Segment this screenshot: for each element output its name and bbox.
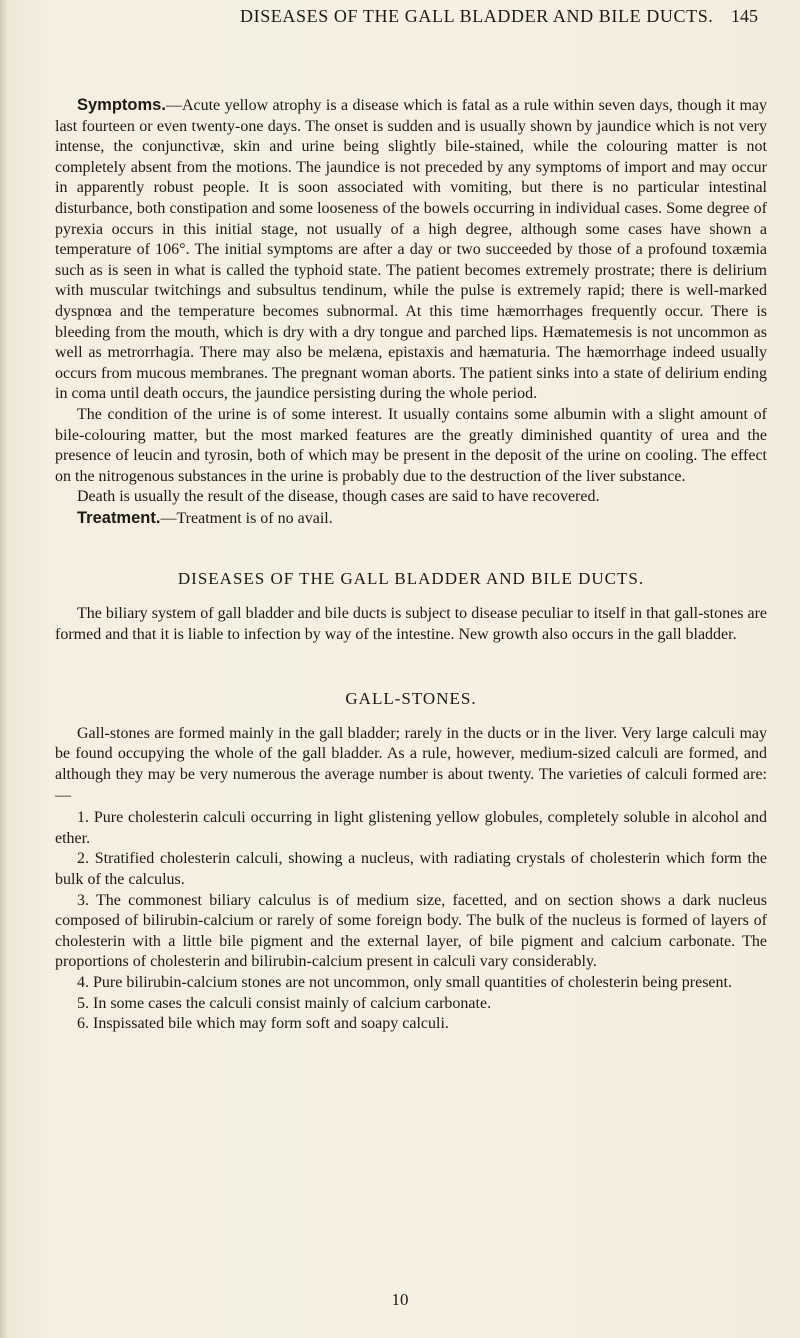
page-number: 145 xyxy=(731,6,758,26)
variety-item: 1. Pure cholesterin calculi occurring in light glistening yellow globules, completely soluble in alcohol and ether. xyxy=(55,809,767,847)
body-text xyxy=(55,95,767,1035)
symptoms-paragraph xyxy=(55,95,767,405)
treatment-text: —Treatment is of no avail. xyxy=(160,509,333,527)
gallstones-section-heading: GALL-STONES. xyxy=(345,689,477,709)
variety-item: 3. The commonest biliary calculus is of medium size, facetted, and on section shows a dark nucleus composed of bilirubin-calcium or rarely of some foreign body. The bulk of the nucleus is formed of layers of cholesterin with a little bile pigment and the external layer, of bile pigment and calcium carbonate. The proportions of cholesterin and bilirubin-calcium present in calculi vary considerably. xyxy=(55,891,767,971)
signature-mark: 10 xyxy=(391,1290,409,1309)
diseases-paragraph: The biliary system of gall bladder and bile ducts is subject to disease peculiar to itself in that gall-stones are formed and that it is liable to infection by way of the intestine. New growth also occurs in the gall bladder. xyxy=(55,605,767,643)
variety-item: 6. Inspissated bile which may form soft and soapy calculi. xyxy=(77,1015,449,1033)
running-title: DISEASES OF THE GALL BLADDER AND BILE DUCTS. xyxy=(240,6,714,26)
death-paragraph: Death is usually the result of the disease, though cases are said to have recovered. xyxy=(77,488,600,506)
symptoms-text: —Acute yellow atrophy is a disease which is fatal as a rule within seven days, though it may last fourteen or even twenty-one days. The onset is sudden and is usually shown by jaundice which is not very intense, the conjunctivæ, skin and urine being slightly bile-stained, while the colouring matter is not completely absent from the motions. The jaundice is not preceded by any symptoms of import and may occur in apparently robust people. It is soon associated with vomiting, but there is no particular intestinal disturbance, both constipation and some looseness of the bowels occurring in individual cases. Some degree of pyrexia occurs in this initial stage, not usually of a high degree, although some cases have shown a temperature of 106°. The initial symptoms are after a day or two succeeded by those of a profound toxæmia such as is seen in what is called the typhoid state. The patient becomes extremely prostrate; there is delirium with muscular twitchings and subsultus tendinum, while the pulse is extremely rapid; there is well-marked dyspnœa and the temperature becomes subnormal. At this time hæmorrhages frequently occur. There is bleeding from the mouth, which is dry with a dry tongue and parched lips. Hæmatemesis is not uncommon as well as metrorrhagia. There may also be melæna, epistaxis and hæmaturia. The hæmorrhage indeed usually occurs from mucous membranes. The pregnant woman aborts. The patient sinks into a state of delirium ending in coma until death occurs, the jaundice persisting during the whole period. xyxy=(55,97,767,403)
calculi-varieties-list xyxy=(55,808,767,1035)
page-edge-shadow xyxy=(0,0,8,1338)
treatment-heading: Treatment. xyxy=(77,508,161,527)
variety-item: 2. Stratified cholesterin calculi, showing a nucleus, with radiating crystals of cholesterin which form the bulk of the calculus. xyxy=(55,850,767,888)
symptoms-heading: Symptoms. xyxy=(77,96,166,114)
treatment-paragraph xyxy=(55,508,767,530)
variety-item: 4. Pure bilirubin-calcium stones are not uncommon, only small quantities of cholesterin being present. xyxy=(77,973,732,991)
gallstones-intro: Gall-stones are formed mainly in the gall bladder; rarely in the ducts or in the liver. Very large calculi may be found occupying the whole of the gall bladder. As a rule, however, medium-sized calculi are formed, and although they may be very numerous the average number is about twenty. The varieties of calculi formed are:— xyxy=(55,724,767,804)
running-head xyxy=(0,6,800,30)
diseases-section-heading: DISEASES OF THE GALL BLADDER AND BILE DUCTS. xyxy=(177,569,645,589)
urine-paragraph: The condition of the urine is of some interest. It usually contains some albumin with a slight amount of bile-colouring matter, but the most marked features are the greatly diminished quantity of urea and the presence of leucin and tyrosin, both of which may be present in the deposit of the urine on cooling. The effect on the nitrogenous substances in the urine is probably due to the destruction of the liver substance. xyxy=(55,405,767,485)
variety-item: 5. In some cases the calculi consist mainly of calcium carbonate. xyxy=(77,994,492,1012)
